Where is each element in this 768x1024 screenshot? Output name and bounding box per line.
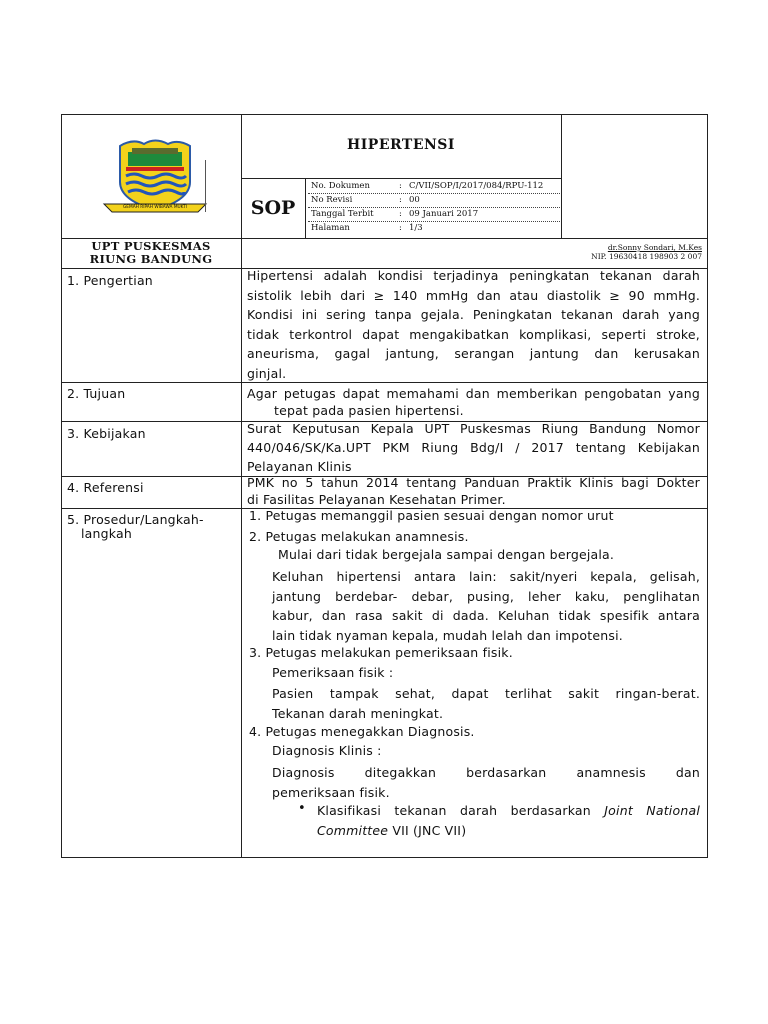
text-line: Keluhan hipertensi antara lain: sakit/nyeri kepala, gelisah, [272, 569, 700, 584]
bullet-italic: Committee [317, 823, 389, 838]
sop-label: SOP [250, 197, 296, 219]
text-line: tidak terkontrol dapat mengakibatkan komplikasi, seperti stroke, [247, 326, 700, 342]
text-line: Diagnosis ditegakkan berdasarkan anamnesis dan [272, 765, 700, 780]
org-name-line2: RIUNG BANDUNG [89, 252, 213, 266]
text-line: Agar petugas dapat memahami dan memberikan pengobatan yang [247, 386, 700, 401]
text-line: aneurisma, gagal jantung, serangan jantung dan kerusakan [247, 346, 700, 361]
text-line: Pelayanan Klinis [247, 459, 352, 474]
text-line: Surat Keputusan Kepala UPT Puskesmas Riung Bandung Nomor [247, 421, 700, 436]
doc-info-value: 09 Januari 2017 [409, 209, 479, 219]
page-title: HIPERTENSI [347, 137, 455, 153]
procedure-detail [272, 684, 700, 723]
section-content [247, 419, 700, 476]
procedure-substep: Diagnosis Klinis : [272, 743, 382, 758]
text-line: jantung berdebar- debar, pusing, leher kaku, penglihatan [272, 588, 700, 604]
procedure-step: 2. Petugas melakukan anamnesis. [249, 529, 469, 544]
text-line: ginjal. [247, 365, 287, 381]
bullet-italic: Joint National [604, 803, 700, 818]
text-line: pemeriksaan fisik. [272, 784, 390, 800]
procedure-step: 3. Petugas melakukan pemeriksaan fisik. [249, 645, 513, 660]
doc-info-sep: : [399, 223, 402, 233]
logo-motto: GEMAH RIPAH WIBAWA MUKTI [122, 205, 188, 210]
bullet-item [317, 801, 700, 841]
section-content [247, 266, 700, 383]
text-line: Hipertensi adalah kondisi terjadinya peningkatan tekanan darah [247, 268, 700, 283]
text-line: tepat pada pasien hipertensi. [274, 403, 464, 418]
section-content [247, 474, 700, 508]
section-label: 4. Referensi [67, 480, 144, 495]
signer-name: dr.Sonny Sondari, M.Kes [607, 243, 702, 252]
text-line: Pasien tampak sehat, dapat terlihat sakit ringan-berat. [272, 686, 700, 701]
text-line: di Fasilitas Pelayanan Kesehatan Primer. [247, 492, 506, 507]
bullet-line [317, 821, 700, 841]
org-name-line1: UPT PUSKESMAS [91, 239, 211, 253]
doc-info-sep: : [399, 195, 402, 205]
text-line: kabur, dan rasa sakit di dada. Keluhan tidak spesifik antara [272, 608, 700, 623]
doc-info-value: 00 [409, 195, 420, 205]
text-line: sistolik lebih dari ≥ 140 mmHg dan atau diastolik ≥ 90 mmHg. [247, 287, 700, 303]
doc-info-value: C/VII/SOP/I/2017/084/RPU-112 [409, 181, 544, 191]
bullet-line [317, 801, 700, 821]
logo [98, 134, 212, 218]
doc-info-value: 1/3 [409, 223, 423, 233]
doc-info-label: No. Dokumen [311, 181, 370, 191]
bullet-text: VII (JNC VII) [388, 823, 467, 838]
signer-nip: NIP. 19630418 198903 2 007 [591, 252, 702, 261]
section-label-line: langkah [81, 526, 132, 541]
doc-info-label: No Revisi [311, 195, 353, 205]
doc-info-sep: : [399, 209, 402, 219]
bullet-text: Klasifikasi tekanan darah berdasarkan [317, 803, 605, 818]
section-label: 1. Pengertian [67, 273, 153, 288]
doc-info-label: Tanggal Terbit [311, 209, 374, 219]
bullet-icon: • [298, 801, 306, 816]
section-label [67, 513, 204, 541]
text-line: Tekanan darah meningkat. [272, 705, 444, 721]
procedure-step: 1. Petugas memanggil pasien sesuai dengan nomor urut [249, 508, 614, 523]
procedure-step: 4. Petugas menegakkan Diagnosis. [249, 724, 475, 739]
text-line: Kondisi ini sering tanpa gejala. Peningkatan tekanan darah yang [247, 307, 700, 322]
doc-info-label: Halaman [311, 223, 350, 233]
section-label: 3. Kebijakan [67, 426, 146, 441]
procedure-detail [272, 567, 700, 645]
procedure-substep: Mulai dari tidak bergejala sampai dengan bergejala. [278, 547, 615, 562]
text-line: PMK no 5 tahun 2014 tentang Panduan Praktik Klinis bagi Dokter [247, 475, 700, 490]
text-line: lain tidak nyaman kepala, mudah lelah dan impotensi. [272, 627, 623, 643]
procedure-substep: Pemeriksaan fisik : [272, 665, 394, 680]
text-line: 440/046/SK/Ka.UPT PKM Riung Bdg/I / 2017 tentang Kebijakan [247, 440, 700, 455]
section-content [247, 385, 700, 419]
doc-info-sep: : [399, 181, 402, 191]
org-name [61, 240, 241, 266]
section-label: 2. Tujuan [67, 386, 126, 401]
section-label-line: 5. Prosedur/Langkah- [67, 512, 204, 527]
procedure-detail [272, 763, 700, 802]
signature-block [540, 243, 702, 261]
